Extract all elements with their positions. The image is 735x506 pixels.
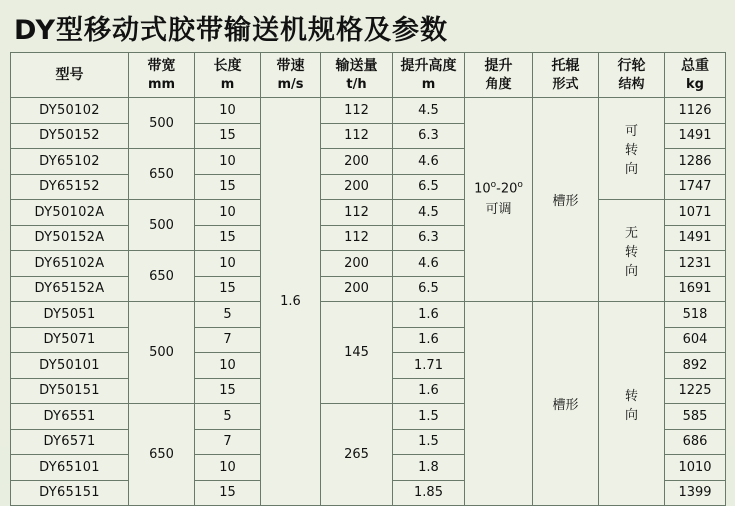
- wheel-char-1: 可: [624, 124, 638, 139]
- header-main-length: 长度: [213, 57, 242, 74]
- wheel-char-1: 无: [624, 226, 638, 241]
- cell-length: 10: [195, 200, 261, 226]
- cell-capacity: 112: [321, 200, 393, 226]
- cell-belt-width: 500: [129, 302, 195, 404]
- cell-length: 10: [195, 455, 261, 481]
- header-cell-lift-height: [393, 53, 465, 98]
- header-sub-length: m: [220, 76, 235, 92]
- cell-lift-angle: [465, 98, 533, 302]
- cell-capacity: 145: [321, 302, 393, 404]
- header-sub-wheel-structure: 结构: [618, 76, 645, 92]
- table-row: [11, 200, 726, 226]
- header-cell-belt-width: [129, 53, 195, 98]
- header-sub-lift-angle: 角度: [485, 76, 512, 92]
- header-cell-lift-angle: [465, 53, 533, 98]
- cell-capacity: 200: [321, 174, 393, 200]
- header-sub-total-weight: kg: [686, 76, 704, 92]
- wheel-char-3: 向: [624, 162, 638, 177]
- table-header: [11, 53, 726, 98]
- cell-model: DY65152: [11, 174, 129, 200]
- angle-value-low: 10: [474, 181, 491, 197]
- cell-lift-height: 4.6: [393, 251, 465, 277]
- cell-length: 15: [195, 123, 261, 149]
- wheel-char-2: 向: [624, 407, 638, 423]
- cell-belt-width: 650: [129, 251, 195, 302]
- header-cell-capacity: [321, 53, 393, 98]
- header-main-capacity: 输送量: [335, 57, 378, 74]
- angle-degree-2: o: [517, 180, 523, 191]
- specifications-table: [10, 52, 726, 506]
- cell-length: 15: [195, 174, 261, 200]
- cell-lift-height: 1.71: [393, 353, 465, 379]
- cell-model: DY50152A: [11, 225, 129, 251]
- cell-lift-height: 6.3: [393, 225, 465, 251]
- page-title: DY型移动式胶带输送机规格及参数: [14, 15, 448, 46]
- cell-lift-height: 1.6: [393, 327, 465, 353]
- cell-model: DY5071: [11, 327, 129, 353]
- cell-lift-height: 6.5: [393, 174, 465, 200]
- cell-total-weight: 1225: [665, 378, 726, 404]
- cell-lift-height: 1.5: [393, 404, 465, 430]
- cell-total-weight: 1126: [665, 98, 726, 124]
- cell-model: DY50152: [11, 123, 129, 149]
- cell-wheel-structure: [599, 302, 665, 506]
- wheel-char-1: 转: [624, 388, 638, 404]
- cell-length: 15: [195, 276, 261, 302]
- wheel-char-2: 转: [624, 143, 638, 158]
- header-cell-wheel-structure: [599, 53, 665, 98]
- header-main-total-weight: 总重: [681, 57, 709, 74]
- table-body: [11, 98, 726, 506]
- header-row: [11, 53, 726, 98]
- cell-belt-speed: 1.6: [261, 98, 321, 506]
- cell-length: 15: [195, 378, 261, 404]
- angle-value-high: -20: [496, 181, 518, 197]
- cell-total-weight: 1691: [665, 276, 726, 302]
- cell-length: 10: [195, 98, 261, 124]
- cell-capacity: 200: [321, 251, 393, 277]
- wheel-char-3: 向: [624, 264, 638, 279]
- header-main-lift-height: 提升高度: [400, 57, 457, 74]
- cell-model: DY65102: [11, 149, 129, 175]
- cell-length: 7: [195, 429, 261, 455]
- header-main-belt-speed: 带速: [276, 57, 305, 74]
- header-main-model: 型号: [55, 66, 84, 83]
- cell-roller-type: 槽形: [533, 98, 599, 302]
- cell-length: 15: [195, 225, 261, 251]
- cell-roller-type: 槽形: [533, 302, 599, 506]
- cell-lift-height: 4.5: [393, 98, 465, 124]
- cell-lift-height: 4.5: [393, 200, 465, 226]
- cell-belt-width: 500: [129, 98, 195, 149]
- cell-lift-height: 4.6: [393, 149, 465, 175]
- cell-model: DY65102A: [11, 251, 129, 277]
- header-main-roller-type: 托辊: [551, 57, 580, 74]
- header-cell-roller-type: [533, 53, 599, 98]
- cell-lift-height: 6.3: [393, 123, 465, 149]
- cell-total-weight: 1071: [665, 200, 726, 226]
- cell-total-weight: 1399: [665, 480, 726, 506]
- cell-length: 10: [195, 251, 261, 277]
- angle-degree-1: o: [490, 180, 497, 191]
- cell-total-weight: 1491: [665, 123, 726, 149]
- cell-total-weight: 518: [665, 302, 726, 328]
- cell-capacity: 112: [321, 225, 393, 251]
- cell-wheel-structure: [599, 98, 665, 200]
- cell-model: DY50102: [11, 98, 129, 124]
- header-sub-capacity: t/h: [346, 76, 367, 92]
- cell-total-weight: 892: [665, 353, 726, 379]
- header-main-lift-angle: 提升: [484, 57, 513, 74]
- cell-lift-height: 1.5: [393, 429, 465, 455]
- cell-total-weight: 686: [665, 429, 726, 455]
- spec-table-container: [10, 52, 725, 501]
- cell-model: DY6551: [11, 404, 129, 430]
- cell-length: 7: [195, 327, 261, 353]
- header-sub-belt-speed: m/s: [277, 76, 304, 92]
- header-sub-roller-type: 形式: [552, 76, 579, 92]
- cell-capacity: 200: [321, 149, 393, 175]
- wheel-char-2: 转: [624, 245, 638, 260]
- cell-length: 10: [195, 149, 261, 175]
- cell-belt-width: 500: [129, 200, 195, 251]
- cell-lift-height: 6.5: [393, 276, 465, 302]
- angle-adjustable-label: 可调: [485, 202, 512, 218]
- header-main-wheel-structure: 行轮: [617, 57, 646, 74]
- header-cell-total-weight: [665, 53, 726, 98]
- header-sub-belt-width: mm: [147, 76, 176, 92]
- cell-lift-height: 1.8: [393, 455, 465, 481]
- cell-model: DY65151: [11, 480, 129, 506]
- cell-model: DY6571: [11, 429, 129, 455]
- cell-lift-height: 1.6: [393, 302, 465, 328]
- cell-total-weight: 1010: [665, 455, 726, 481]
- cell-capacity: 112: [321, 98, 393, 124]
- cell-total-weight: 604: [665, 327, 726, 353]
- cell-capacity: 265: [321, 404, 393, 506]
- cell-total-weight: 585: [665, 404, 726, 430]
- header-cell-belt-speed: [261, 53, 321, 98]
- header-sub-lift-height: m: [421, 76, 436, 92]
- cell-length: 15: [195, 480, 261, 506]
- cell-total-weight: 1747: [665, 174, 726, 200]
- cell-total-weight: 1231: [665, 251, 726, 277]
- cell-model: DY50102A: [11, 200, 129, 226]
- cell-total-weight: 1491: [665, 225, 726, 251]
- cell-length: 10: [195, 353, 261, 379]
- cell-model: DY65152A: [11, 276, 129, 302]
- cell-lift-angle: [465, 302, 533, 506]
- cell-length: 5: [195, 404, 261, 430]
- cell-lift-height: 1.6: [393, 378, 465, 404]
- header-cell-length: [195, 53, 261, 98]
- cell-model: DY50101: [11, 353, 129, 379]
- cell-model: DY65101: [11, 455, 129, 481]
- cell-model: DY50151: [11, 378, 129, 404]
- cell-model: DY5051: [11, 302, 129, 328]
- table-row: [11, 302, 726, 328]
- header-cell-model: [11, 53, 129, 98]
- header-main-belt-width: 带宽: [147, 57, 176, 74]
- cell-capacity: 112: [321, 123, 393, 149]
- cell-belt-width: 650: [129, 404, 195, 506]
- cell-capacity: 200: [321, 276, 393, 302]
- cell-total-weight: 1286: [665, 149, 726, 175]
- table-row: [11, 98, 726, 124]
- cell-lift-height: 1.85: [393, 480, 465, 506]
- cell-belt-width: 650: [129, 149, 195, 200]
- cell-length: 5: [195, 302, 261, 328]
- cell-wheel-structure: [599, 200, 665, 302]
